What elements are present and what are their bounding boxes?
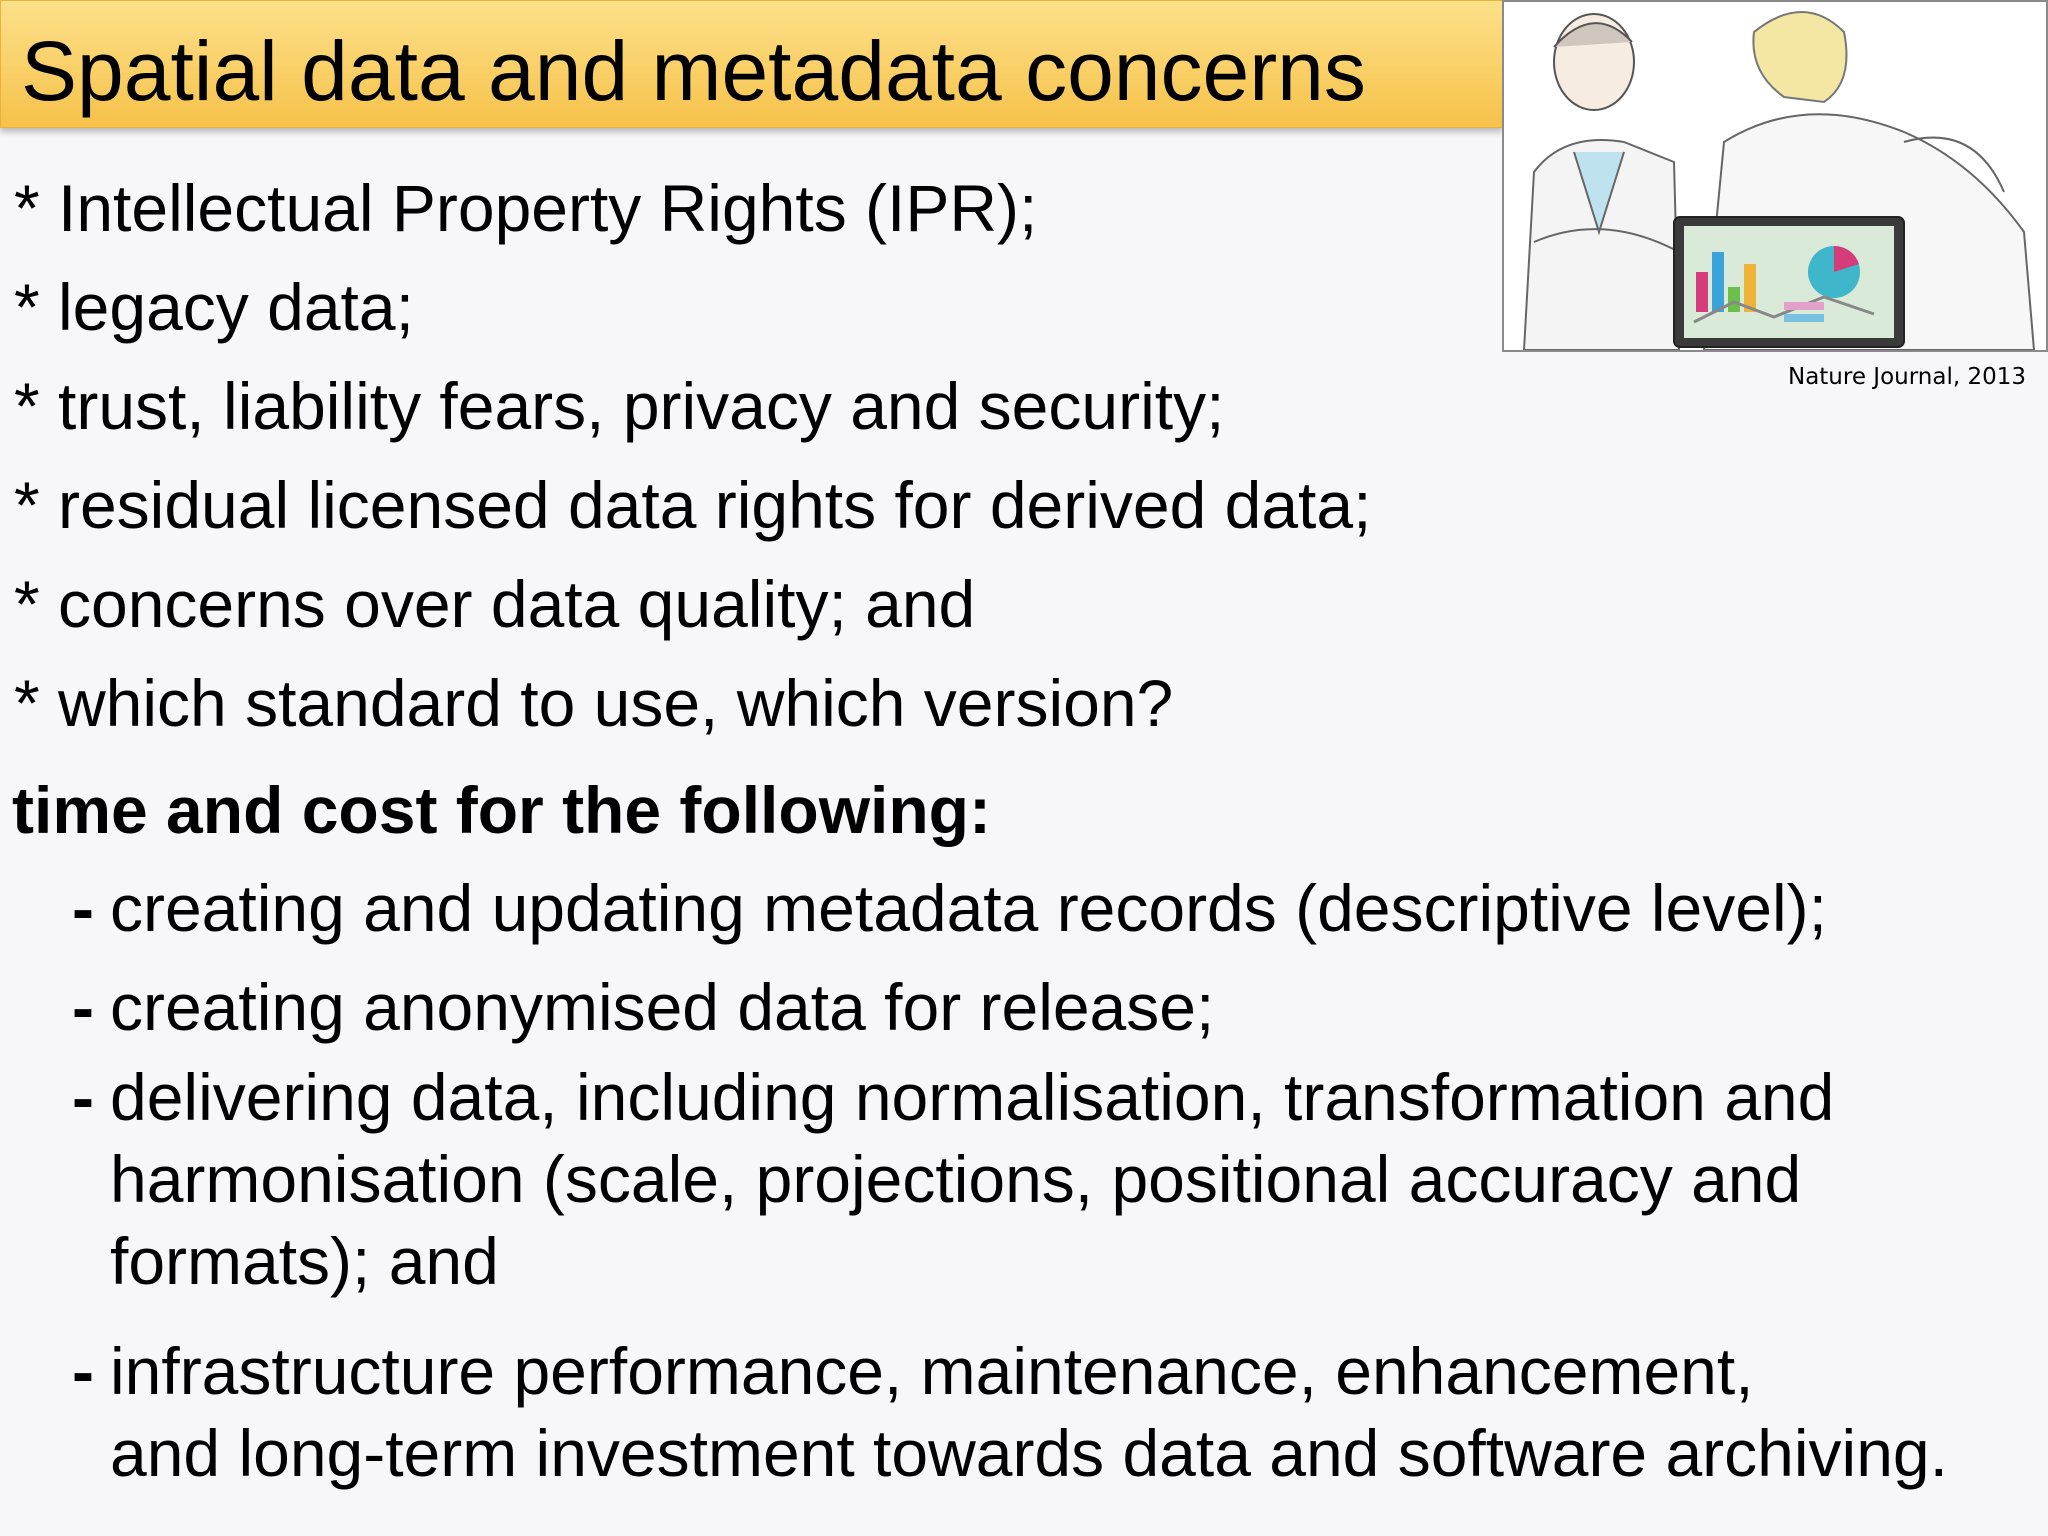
bullet-standard — [14, 665, 1173, 741]
sub-item-delivering-data — [72, 1056, 1834, 1138]
bullet-text: residual licensed data rights for derived data; — [58, 468, 1372, 542]
bullet-marker: * — [14, 567, 40, 641]
bullet-residual-rights — [14, 467, 1371, 543]
sub-item-metadata-records — [72, 867, 1827, 949]
page-title: Spatial data and metadata concerns — [21, 24, 1366, 118]
title-bar — [0, 0, 1503, 128]
bullet-text: legacy data; — [58, 270, 414, 344]
sub-item-text: infrastructure performance, maintenance, enhancement, — [110, 1334, 1754, 1408]
dash-marker: - — [72, 1060, 94, 1134]
bullet-trust — [14, 368, 1224, 444]
dash-marker: - — [72, 871, 94, 945]
bullet-text: trust, liability fears, privacy and security; — [58, 369, 1225, 443]
sub-item-text: creating and updating metadata records (descriptive level); — [110, 871, 1827, 945]
section-subheading: time and cost for the following: — [12, 773, 991, 847]
bullet-text: Intellectual Property Rights (IPR); — [58, 171, 1038, 245]
bullet-marker: * — [14, 270, 40, 344]
bullet-marker: * — [14, 369, 40, 443]
bullet-text: concerns over data quality; and — [58, 567, 976, 641]
scientists-illustration — [1502, 0, 2048, 352]
image-caption: Nature Journal, 2013 — [1787, 364, 2026, 390]
sub-item-text: delivering data, including normalisation, transformation and — [110, 1060, 1835, 1134]
scientists-drawing — [1504, 2, 2046, 350]
sub-item-continuation: formats); and — [110, 1224, 499, 1298]
bullet-text: which standard to use, which version? — [58, 666, 1174, 740]
bullet-marker: * — [14, 468, 40, 542]
bullet-marker: * — [14, 666, 40, 740]
sub-item-continuation: harmonisation (scale, projections, positional accuracy and — [110, 1142, 1802, 1216]
bullet-legacy-data — [14, 269, 414, 345]
sub-item-continuation: and long-term investment towards data and software archiving. — [110, 1416, 1948, 1490]
sub-item-anonymised-data — [72, 966, 1214, 1048]
bullet-marker: * — [14, 171, 40, 245]
bullet-data-quality — [14, 566, 975, 642]
dash-marker: - — [72, 1334, 94, 1408]
sub-item-infrastructure — [72, 1330, 1754, 1412]
bullet-ipr — [14, 170, 1037, 246]
dash-marker: - — [72, 970, 94, 1044]
sub-item-text: creating anonymised data for release; — [110, 970, 1215, 1044]
